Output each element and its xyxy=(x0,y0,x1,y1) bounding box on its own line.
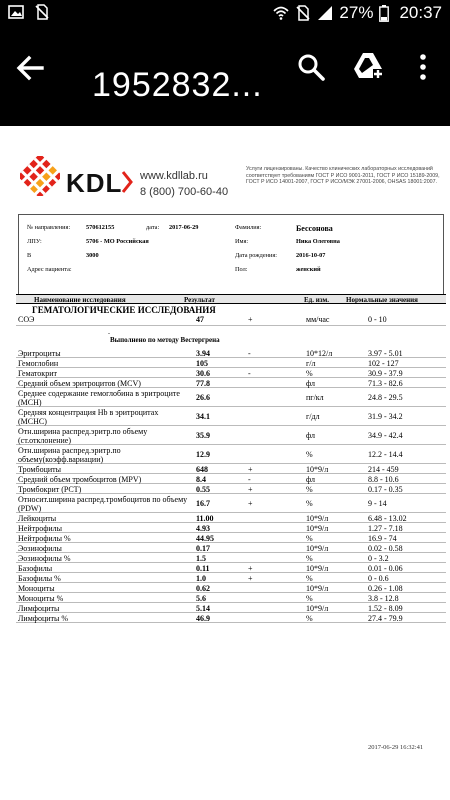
wifi-icon xyxy=(273,5,289,21)
table-row xyxy=(16,603,446,613)
test-result: 11.00 xyxy=(196,514,214,523)
test-unit: 10*9/л xyxy=(306,514,329,523)
test-norm: 3.97 - 5.01 xyxy=(368,349,403,358)
test-result: 16.7 xyxy=(196,499,210,508)
test-name: Нейтрофилы xyxy=(18,524,63,533)
v-label: В xyxy=(27,252,32,259)
test-result: 35.9 xyxy=(196,431,210,440)
test-result: 30.6 xyxy=(196,369,210,378)
table-row xyxy=(16,388,446,407)
test-name: Лимфоциты % xyxy=(18,614,69,623)
section-title: ГЕМАТОЛОГИЧЕСКИЕ ИССЛЕДОВАНИЯ xyxy=(32,305,216,315)
order-label: № направления: xyxy=(27,224,71,231)
table-row xyxy=(16,613,446,623)
back-arrow-icon[interactable] xyxy=(12,50,48,86)
status-bar xyxy=(0,0,450,26)
test-name: Тромбокрит (PCT) xyxy=(18,485,82,494)
test-result: 47 xyxy=(196,315,204,324)
test-name: Лимфоциты xyxy=(18,604,60,613)
test-result: 44.95 xyxy=(196,534,214,543)
test-norm: 0 - 0.6 xyxy=(368,574,389,583)
table-row xyxy=(16,583,446,593)
header-unit: Ед. изм. xyxy=(304,296,329,304)
patient-info xyxy=(18,214,444,298)
lpu-label: ЛПУ: xyxy=(27,238,42,245)
header-result: Результат xyxy=(184,296,215,304)
battery-icon xyxy=(379,5,389,22)
test-unit: 10*9/л xyxy=(306,604,329,613)
test-result: 648 xyxy=(196,465,208,474)
test-result: 1.0 xyxy=(196,574,206,583)
test-norm: 0.01 - 0.06 xyxy=(368,564,403,573)
test-norm: 1.52 - 8.09 xyxy=(368,604,403,613)
address-label: Адрес пациента: xyxy=(27,266,72,273)
table-row xyxy=(16,445,446,464)
no-sim-icon xyxy=(295,5,311,21)
test-norm: 102 - 127 xyxy=(368,359,399,368)
test-name: Нейтрофилы % xyxy=(18,534,71,543)
test-name: Гемоглобин xyxy=(18,359,59,368)
test-norm: 34.9 - 42.4 xyxy=(368,431,403,440)
test-flag: + xyxy=(248,499,253,508)
test-unit: % xyxy=(306,614,313,623)
patient-surname: Бессонова xyxy=(296,224,333,233)
table-row xyxy=(16,484,446,494)
lab-phone: 8 (800) 700-60-40 xyxy=(140,186,229,198)
add-to-drive-icon[interactable] xyxy=(352,50,384,82)
test-unit: фл xyxy=(306,379,315,388)
print-timestamp: 2017-06-29 16:32:41 xyxy=(368,744,424,751)
test-norm: 1.27 - 7.18 xyxy=(368,524,403,533)
test-unit: г/л xyxy=(306,359,316,368)
more-vert-icon[interactable] xyxy=(414,52,432,82)
dot-mark: . xyxy=(108,327,110,336)
test-flag: + xyxy=(248,465,253,474)
test-norm: 16.9 - 74 xyxy=(368,534,397,543)
test-norm: 27.4 - 79.9 xyxy=(368,614,403,623)
table-row xyxy=(16,474,446,484)
test-name: Тромбоциты xyxy=(18,465,61,474)
test-norm: 0.17 - 0.35 xyxy=(368,485,403,494)
test-result: 26.6 xyxy=(196,393,210,402)
table-row xyxy=(16,358,446,368)
test-flag: + xyxy=(248,574,253,583)
test-name: Средний объем эритроцитов (MCV) xyxy=(18,379,141,388)
test-name: Эритроциты xyxy=(18,349,61,358)
clock: 20:37 xyxy=(399,3,442,22)
test-unit: 10*12/л xyxy=(306,349,333,358)
test-norm: 0.26 - 1.08 xyxy=(368,584,403,593)
test-flag: + xyxy=(248,564,253,573)
signal-icon xyxy=(317,5,333,21)
surname-label: Фамилия: xyxy=(235,224,262,231)
test-norm: 71.3 - 82.6 xyxy=(368,379,403,388)
test-unit: мм/час xyxy=(306,315,330,324)
patient-sex: женский xyxy=(296,266,321,273)
test-result: 0.11 xyxy=(196,564,210,573)
test-name: Базофилы % xyxy=(18,574,61,583)
test-name: Относит.ширина распред.тромбоцитов по объему (PDW) xyxy=(18,495,188,513)
order-number: 570612155 xyxy=(86,224,115,231)
test-result: 34.1 xyxy=(196,412,210,421)
test-unit: % xyxy=(306,485,313,494)
test-name: Среднее содержание гемоглобина в эритроците (MCH) xyxy=(18,389,180,407)
test-name: СОЭ xyxy=(18,315,35,324)
dob-label: Дата рождения: xyxy=(235,252,277,259)
test-unit: % xyxy=(306,574,313,583)
test-norm: 3.8 - 12.8 xyxy=(368,594,399,603)
test-flag: - xyxy=(248,349,251,358)
table-header xyxy=(16,294,446,304)
test-unit: 10*9/л xyxy=(306,564,329,573)
table-row xyxy=(16,378,446,388)
patient-name: Ника Олеговна xyxy=(296,238,340,245)
test-result: 4.93 xyxy=(196,524,210,533)
name-label: Имя: xyxy=(235,238,249,245)
table-row xyxy=(16,523,446,533)
test-result: 0.55 xyxy=(196,485,210,494)
test-result: 12.9 xyxy=(196,450,210,459)
test-result: 5.6 xyxy=(196,594,206,603)
kdl-logo-text: KDL xyxy=(66,168,123,198)
test-unit: пг/кл xyxy=(306,393,324,402)
test-result: 0.17 xyxy=(196,544,210,553)
test-name: Отн.ширина распред.эритр.по объему (ст.отклонение) xyxy=(18,427,148,445)
method-note: Выполнено по методу Вестергрена xyxy=(110,336,220,344)
lpu-value: 5706 - МО Российская xyxy=(86,238,149,245)
test-result: 105 xyxy=(196,359,208,368)
table-row xyxy=(16,348,446,358)
test-norm: 12.2 - 14.4 xyxy=(368,450,403,459)
table-row xyxy=(16,513,446,523)
test-unit: % xyxy=(306,499,313,508)
license-text: Услуги лицензированы. Качество клинических лабораторных исследований соответствует требованиям ГОСТ Р ИСО 9001-2011, ГОСТ Р ИСО 15189-2009, ГОСТ Р ИСО 14001-2007, ГОСТ Р ИСО/МЭК 27001-2006, OHSAS 18001:2007. xyxy=(246,166,440,186)
battery-percent: 27% xyxy=(339,3,374,22)
test-norm: 6.48 - 13.02 xyxy=(368,514,407,523)
date-label: дата: xyxy=(146,224,160,231)
test-norm: 30.9 - 37.9 xyxy=(368,369,403,378)
sex-label: Пол: xyxy=(235,266,248,273)
image-icon xyxy=(8,4,24,20)
system-status xyxy=(273,3,442,23)
test-name: Эозинофилы % xyxy=(18,554,71,563)
search-icon[interactable] xyxy=(296,52,326,82)
test-unit: 10*9/л xyxy=(306,584,329,593)
test-norm: 31.9 - 34.2 xyxy=(368,412,403,421)
table-row xyxy=(16,426,446,445)
notification-icons xyxy=(8,4,50,20)
table-row xyxy=(16,563,446,573)
test-flag: - xyxy=(248,369,251,378)
test-result: 5.14 xyxy=(196,604,210,613)
test-result: 1.5 xyxy=(196,554,206,563)
document-title: 1952832... xyxy=(92,66,263,104)
test-unit: фл xyxy=(306,475,315,484)
table-row xyxy=(16,533,446,543)
test-norm: 0 - 3.2 xyxy=(368,554,389,563)
table-row xyxy=(16,593,446,603)
test-name: Базофилы xyxy=(18,564,53,573)
test-result: 46.9 xyxy=(196,614,210,623)
test-unit: 10*9/л xyxy=(306,465,329,474)
table-row xyxy=(16,573,446,583)
test-name: Средний объем тромбоцитов (MPV) xyxy=(18,475,142,484)
test-name: Эозинофилы xyxy=(18,544,62,553)
test-norm: 0.02 - 0.58 xyxy=(368,544,403,553)
test-unit: % xyxy=(306,554,313,563)
no-sim-icon xyxy=(34,4,50,20)
table-row xyxy=(16,368,446,378)
order-date: 2017-06-29 xyxy=(169,224,199,231)
test-norm: 8.8 - 10.6 xyxy=(368,475,399,484)
test-norm: 214 - 459 xyxy=(368,465,399,474)
table-row xyxy=(16,314,446,326)
document-page[interactable] xyxy=(0,126,450,800)
table-row xyxy=(16,407,446,426)
test-name: Моноциты % xyxy=(18,594,64,603)
test-flag: + xyxy=(248,315,253,324)
test-unit: 10*9/л xyxy=(306,524,329,533)
lab-website: www.kdllab.ru xyxy=(140,170,208,182)
test-unit: % xyxy=(306,369,313,378)
test-result: 77.8 xyxy=(196,379,210,388)
test-name: Отн.ширина распред.эритр.по объему(коэфф.вариации) xyxy=(18,446,121,464)
test-flag: - xyxy=(248,475,251,484)
test-name: Средняя концентрация Hb в эритроцитах (MCHC) xyxy=(18,408,159,426)
test-name: Моноциты xyxy=(18,584,55,593)
kdl-logo-icon xyxy=(20,156,60,196)
test-unit: г/дл xyxy=(306,412,320,421)
test-unit: % xyxy=(306,534,313,543)
v-value: 3000 xyxy=(86,252,99,259)
test-unit: % xyxy=(306,594,313,603)
header-test: Наименование исследования xyxy=(34,296,126,304)
table-row xyxy=(16,543,446,553)
test-norm: 24.8 - 29.5 xyxy=(368,393,403,402)
app-bar xyxy=(0,26,450,126)
test-result: 8.4 xyxy=(196,475,206,484)
table-row xyxy=(16,494,446,513)
test-result: 3.94 xyxy=(196,349,210,358)
test-flag: + xyxy=(248,485,253,494)
test-norm: 0 - 10 xyxy=(368,315,387,324)
test-name: Гематокрит xyxy=(18,369,57,378)
header-norm: Нормальные значения xyxy=(346,296,418,304)
table-row xyxy=(16,553,446,563)
test-name: Лейкоциты xyxy=(18,514,57,523)
test-unit: фл xyxy=(306,431,315,440)
test-norm: 9 - 14 xyxy=(368,499,387,508)
table-row xyxy=(16,464,446,474)
test-unit: 10*9/л xyxy=(306,544,329,553)
patient-dob: 2016-10-07 xyxy=(296,252,326,259)
test-unit: % xyxy=(306,450,313,459)
chevron-right-icon xyxy=(121,170,133,194)
test-result: 0.62 xyxy=(196,584,210,593)
